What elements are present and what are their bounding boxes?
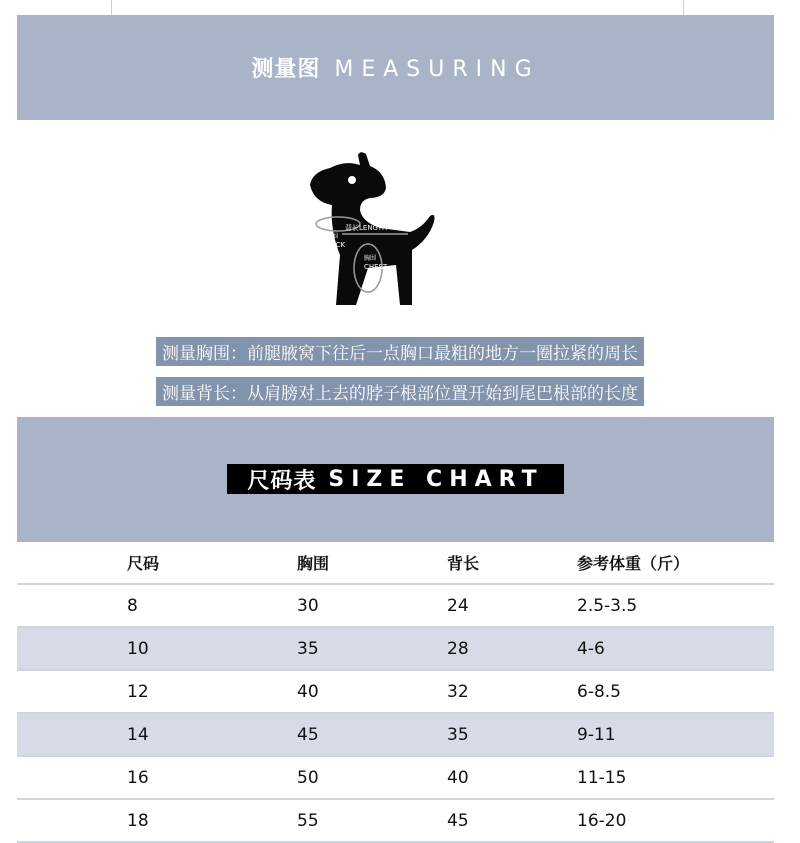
cell-size: 16 xyxy=(17,756,297,799)
cell-chest: 50 xyxy=(297,756,447,799)
chest-measure-note: 测量胸围：前腿腋窝下往后一点胸口最粗的地方一圈拉紧的周长 xyxy=(156,337,644,366)
size-chart-title-cn: 尺码表 xyxy=(247,468,317,494)
chest-label-cn: 胸围 xyxy=(364,255,377,262)
cell-length: 28 xyxy=(447,627,577,670)
cell-chest: 40 xyxy=(297,670,447,713)
cell-size: 8 xyxy=(17,584,297,627)
cell-size: 12 xyxy=(17,670,297,713)
header-size: 尺码 xyxy=(17,542,297,584)
divider xyxy=(683,0,684,15)
cell-weight: 11-15 xyxy=(577,756,774,799)
table-row xyxy=(17,713,774,756)
length-measure-note: 测量背长：从肩膀对上去的脖子根部位置开始到尾巴根部的长度 xyxy=(156,377,644,406)
measuring-title-cn: 测量图 xyxy=(251,57,321,82)
cell-size: 14 xyxy=(17,713,297,756)
size-chart-title-en: SIZE CHART xyxy=(328,466,544,492)
measuring-header xyxy=(17,15,774,120)
table-row xyxy=(17,756,774,799)
cell-length: 40 xyxy=(447,756,577,799)
cell-weight: 16-20 xyxy=(577,799,774,842)
measuring-title xyxy=(251,52,539,83)
header-length: 背长 xyxy=(447,542,577,584)
cell-length: 32 xyxy=(447,670,577,713)
cell-weight: 6-8.5 xyxy=(577,670,774,713)
table-row xyxy=(17,670,774,713)
cell-chest: 55 xyxy=(297,799,447,842)
size-chart-table xyxy=(17,542,774,843)
measuring-title-en: MEASURING xyxy=(334,57,540,82)
cell-weight: 4-6 xyxy=(577,627,774,670)
chest-label-en: CHEST xyxy=(364,263,388,271)
cell-size: 18 xyxy=(17,799,297,842)
cell-chest: 45 xyxy=(297,713,447,756)
cell-weight: 9-11 xyxy=(577,713,774,756)
table-row xyxy=(17,584,774,627)
neck-label-en: NECK xyxy=(326,241,346,249)
cell-chest: 30 xyxy=(297,584,447,627)
header-weight: 参考体重（斤） xyxy=(577,542,774,584)
cell-length: 35 xyxy=(447,713,577,756)
cell-length: 24 xyxy=(447,584,577,627)
length-label: 背长LENGTH xyxy=(345,224,388,232)
cell-length: 45 xyxy=(447,799,577,842)
dog-measurement-illustration xyxy=(300,150,450,310)
header-chest: 胸围 xyxy=(297,542,447,584)
table-row xyxy=(17,627,774,670)
neck-label-cn: 领围 xyxy=(326,233,339,240)
table-header-row xyxy=(17,542,774,584)
cell-chest: 35 xyxy=(297,627,447,670)
divider xyxy=(111,0,112,15)
cell-size: 10 xyxy=(17,627,297,670)
table-row xyxy=(17,799,774,842)
cell-weight: 2.5-3.5 xyxy=(577,584,774,627)
size-chart-title xyxy=(227,464,564,494)
